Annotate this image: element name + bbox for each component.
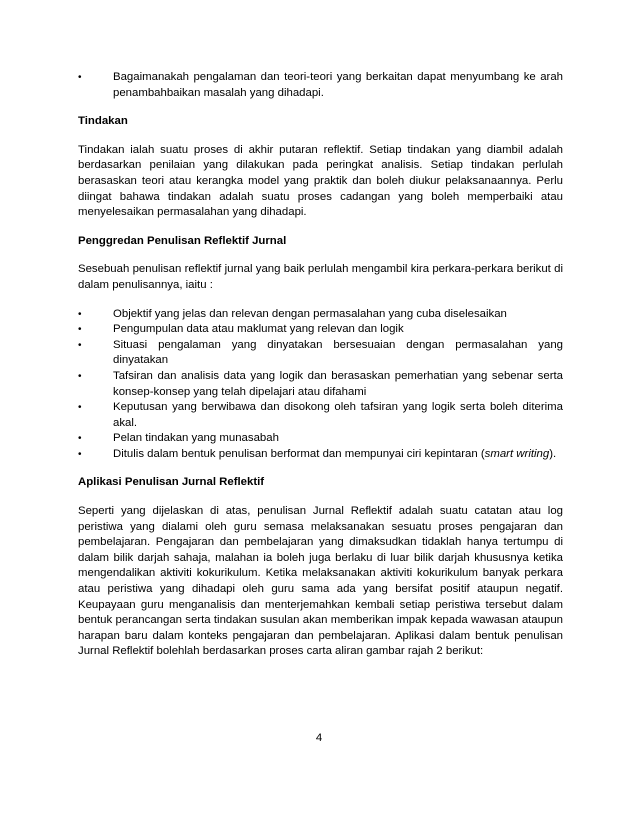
bullet-icon: • (78, 324, 82, 336)
bullet-icon: • (78, 402, 82, 414)
smart-writing-term: smart writing (484, 447, 550, 460)
bullet-icon: • (78, 433, 82, 445)
aplikasi-paragraph: Seperti yang dijelaskan di atas, penulisan Jurnal Reflektif adalah suatu catatan atau log peristiwa yang dialami oleh guru semasa melaksanakan sesuatu proses pengajaran dan pembelajaran. Pengajaran dan pembelajaran yang dimaksudkan tidaklah hanya tertumpu di dalam bilik darjah sahaja, malahan ia boleh juga berlaku di luar bilik darjah khususnya ketika mengendalikan aktiviti kokurikulum. Ketika melaksanakan aktiviti kokurikulum banyak perkara atau peristiwa yang dihadapi oleh guru sama ada yang bersifat positif ataupun negatif. Keupayaan guru menganalisis dan menterjemahkan kembali setiap peristiwa tersebut dalam bentuk perancangan serta tindakan susulan akan memberikan impak kepada wawasan ataupun harapan baru dalam konteks pengajaran dan pembelajaran. Aplikasi dalam bentuk penulisan Jurnal Reflektif bolehlah berdasarkan proses carta aliran gambar rajah 2 berikut: (78, 505, 563, 658)
list-item-text: Pengumpulan data atau maklumat yang relevan dan logik (113, 323, 404, 336)
list-item-text: Keputusan yang berwibawa dan disokong oleh tafsiran yang logik serta boleh diterima akal. (113, 401, 563, 429)
list-item (78, 307, 563, 323)
intro-bullet-text: Bagaimanakah pengalaman dan teori-teori yang berkaitan dapat menyumbang ke arah penambahbaikan masalah yang dihadapi. (113, 71, 563, 99)
list-item (78, 431, 563, 447)
list-item (78, 369, 563, 400)
aplikasi-heading: Aplikasi Penulisan Jurnal Reflektif (78, 476, 265, 489)
list-item-text: Tafsiran dan analisis data yang logik dan berasaskan pemerhatian yang sebenar serta konsep-konsep yang telah dipelajari atau difahami (113, 369, 563, 398)
bullet-icon: • (78, 448, 82, 460)
list-item-text-suffix: ). (549, 447, 557, 460)
bullet-icon: • (78, 72, 82, 83)
penggredan-heading: Penggredan Penulisan Reflektif Jurnal (78, 234, 287, 247)
intro-bullet-item (78, 70, 563, 101)
bullet-icon: • (78, 308, 82, 320)
list-item-text-prefix: Ditulis dalam bentuk penulisan berformat dan mempunyai ciri kepintaran ( (113, 447, 485, 460)
list-item (78, 447, 563, 463)
page-number: 4 (315, 732, 323, 744)
list-item-text: Situasi pengalaman yang dinyatakan bersesuaian dengan permasalahan yang dinyatakan (113, 338, 563, 367)
list-item-text (113, 447, 563, 463)
bullet-icon: • (78, 370, 82, 382)
list-item-text: Pelan tindakan yang munasabah (113, 432, 279, 445)
list-item (78, 322, 563, 338)
tindakan-paragraph: Tindakan ialah suatu proses di akhir putaran reflektif. Setiap tindakan yang diambil adalah berdasarkan penilaian yang dilakukan pada peringkat analisis. Setiap tindakan perlulah berasaskan teori atau kerangka model yang praktik dan boleh diukur pelaksanaannya. Perlu diingat bahawa tindakan adalah suatu proses cadangan yang boleh memperbaiki atau menyelesaikan permasalahan yang dihadapi. (78, 143, 563, 219)
list-item-text: Objektif yang jelas dan relevan dengan permasalahan yang cuba diselesaikan (113, 307, 507, 320)
tindakan-heading: Tindakan (78, 115, 128, 128)
list-item (78, 400, 563, 431)
list-item (78, 338, 563, 369)
penggredan-intro: Sesebuah penulisan reflektif jurnal yang baik perlulah mengambil kira perkara-perkara berikut di dalam penulisannya, iaitu : (78, 263, 563, 291)
bullet-icon: • (78, 339, 82, 351)
page-content (78, 70, 563, 660)
penggredan-list (78, 307, 563, 463)
